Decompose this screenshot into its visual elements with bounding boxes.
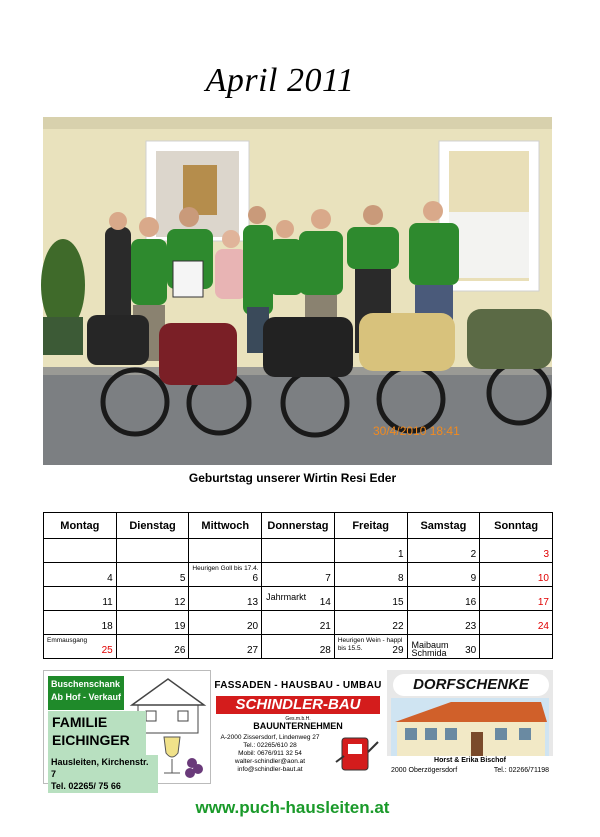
day-event-note: Jahrmarkt [266,592,307,602]
calendar-day-cell [44,635,117,659]
weekday-header: Donnerstag [262,513,335,539]
day-event-note: Maibaum Schmida [411,640,449,658]
day-number: 12 [174,597,186,608]
photo-caption: Geburtstag unserer Wirtin Resi Eder [188,471,397,485]
day-number: 26 [174,645,186,656]
calendar-header-row [44,513,553,539]
ad2-addr: A-2000 Zissersdorf, Lindenweg 27 [220,734,320,741]
calendar-day-cell [44,587,117,611]
ad3-phone: Tel.: 02266/71198 [493,767,549,774]
calendar-day-cell [334,539,407,563]
ad3-address: 2000 Oberzögersdorf [391,767,458,774]
calendar-day-cell [334,611,407,635]
ad1-line1: Buschenschank [51,679,121,689]
ad2-mail1: walter-schindler@aon.at [234,758,306,765]
calendar-day-cell [334,563,407,587]
ad-schindler-bau [212,670,384,782]
day-number: 23 [465,621,477,632]
inn-building-icon [391,698,549,756]
ad1-address: Hausleiten, Kirchenstr. 7 [51,757,149,779]
calendar-week-row [44,611,553,635]
calendar-day-cell [44,611,117,635]
ad1-name2: EICHINGER [52,732,130,748]
day-event-note: Emmausgang [47,637,88,644]
calendar-day-cell [407,587,480,611]
calendar-day-cell [116,635,189,659]
calendar-week-row [44,635,553,659]
calendar-day-cell [189,611,262,635]
day-number: 9 [470,573,477,584]
day-number: 22 [392,621,404,632]
ad2-brand: SCHINDLER-BAU [216,696,380,714]
website-link[interactable]: www.puch-hausleiten.at [195,798,390,817]
calendar-day-cell [334,587,407,611]
month-title: April 2011 [205,62,355,99]
day-number: 16 [465,597,477,608]
ad2-small: Ges.m.b.H. [285,716,311,722]
weekday-header: Mittwoch [189,513,262,539]
day-number: 29 [392,645,404,656]
weekday-header: Sonntag [480,513,553,539]
day-number: 1 [397,549,404,560]
day-number: 27 [246,645,259,656]
day-number: 25 [101,645,113,656]
day-number: 4 [107,573,113,584]
wine-glass-icon [150,733,208,781]
calendar-body [44,539,553,659]
day-event-note: Heurigen Goll bis 17.4. [192,565,259,572]
ad2-mail2: info@schindler-baut.at [237,766,303,773]
ad1-line2: Ab Hof - Verkauf [51,692,122,702]
calendar-day-cell [480,563,553,587]
day-number: 20 [246,621,259,632]
calendar-day-cell [189,539,262,563]
ad-buschenschank-eichinger [43,670,211,791]
calendar-day-cell [116,587,189,611]
ad1-name1: FAMILIE [52,714,108,730]
ad2-sub: BAUUNTERNEHMEN [253,721,343,731]
calendar-day-cell [262,611,335,635]
day-number: 10 [537,573,549,584]
day-number: 24 [537,621,549,632]
day-number: 15 [392,597,404,608]
day-number: 3 [543,549,549,560]
calendar-day-cell [44,563,117,587]
calendar-day-cell [262,587,335,611]
calendar-day-cell [116,611,189,635]
calendar-day-cell [480,587,553,611]
day-number: 7 [325,573,331,584]
day-number: 28 [319,645,331,656]
weekday-header: Montag [44,513,117,539]
day-number: 14 [319,597,331,608]
day-number: 19 [174,621,186,632]
ad3-owners: Horst & Erika Bischof [434,757,506,764]
calendar-day-cell [407,611,480,635]
ad2-tel: Tel.: 02265/610 28 [243,742,297,749]
ad1-phone: Tel. 02265/ 75 66 [51,781,121,791]
day-number: 2 [470,549,477,560]
calendar-day-cell [262,539,335,563]
day-number: 8 [397,573,404,584]
group-photo [43,117,552,465]
day-number: 30 [465,645,477,656]
weekday-header: Freitag [334,513,407,539]
calendar-week-row [44,587,553,611]
weekday-header: Samstag [407,513,480,539]
calendar-table [43,512,553,659]
calendar-day-cell [262,563,335,587]
calendar-day-cell [116,539,189,563]
day-number: 13 [246,597,259,608]
calendar-day-cell [189,587,262,611]
day-number: 11 [102,597,113,608]
day-number: 21 [319,621,331,632]
construction-bucket-icon [330,732,382,778]
calendar-day-cell [480,539,553,563]
calendar-day-cell [334,635,407,659]
calendar-week-row [44,539,553,563]
day-number: 18 [101,621,113,632]
calendar-week-row [44,563,553,587]
calendar-day-cell [44,539,117,563]
calendar-day-cell [189,635,262,659]
weekday-header: Dienstag [116,513,189,539]
day-number: 17 [537,597,549,608]
ad-dorfschenke [387,670,553,782]
photo-timestamp: 30/4/2010 18:41 [373,424,460,438]
calendar-day-cell [116,563,189,587]
calendar-day-cell [407,563,480,587]
day-number: 5 [179,573,186,584]
calendar-day-cell [189,563,262,587]
day-event-note: Heurigen Wein - happl bis 15.5. [337,637,403,652]
calendar-day-cell [480,611,553,635]
calendar-day-cell [407,635,480,659]
calendar-day-cell [262,635,335,659]
calendar-day-cell [480,635,553,659]
ad2-header: FASSADEN - HAUSBAU - UMBAU [214,680,382,691]
calendar-day-cell [407,539,480,563]
ad2-mobil: Mobil: 0676/911 32 54 [238,750,302,757]
ad3-brand: DORFSCHENKE [393,674,549,696]
day-number: 6 [252,573,259,584]
